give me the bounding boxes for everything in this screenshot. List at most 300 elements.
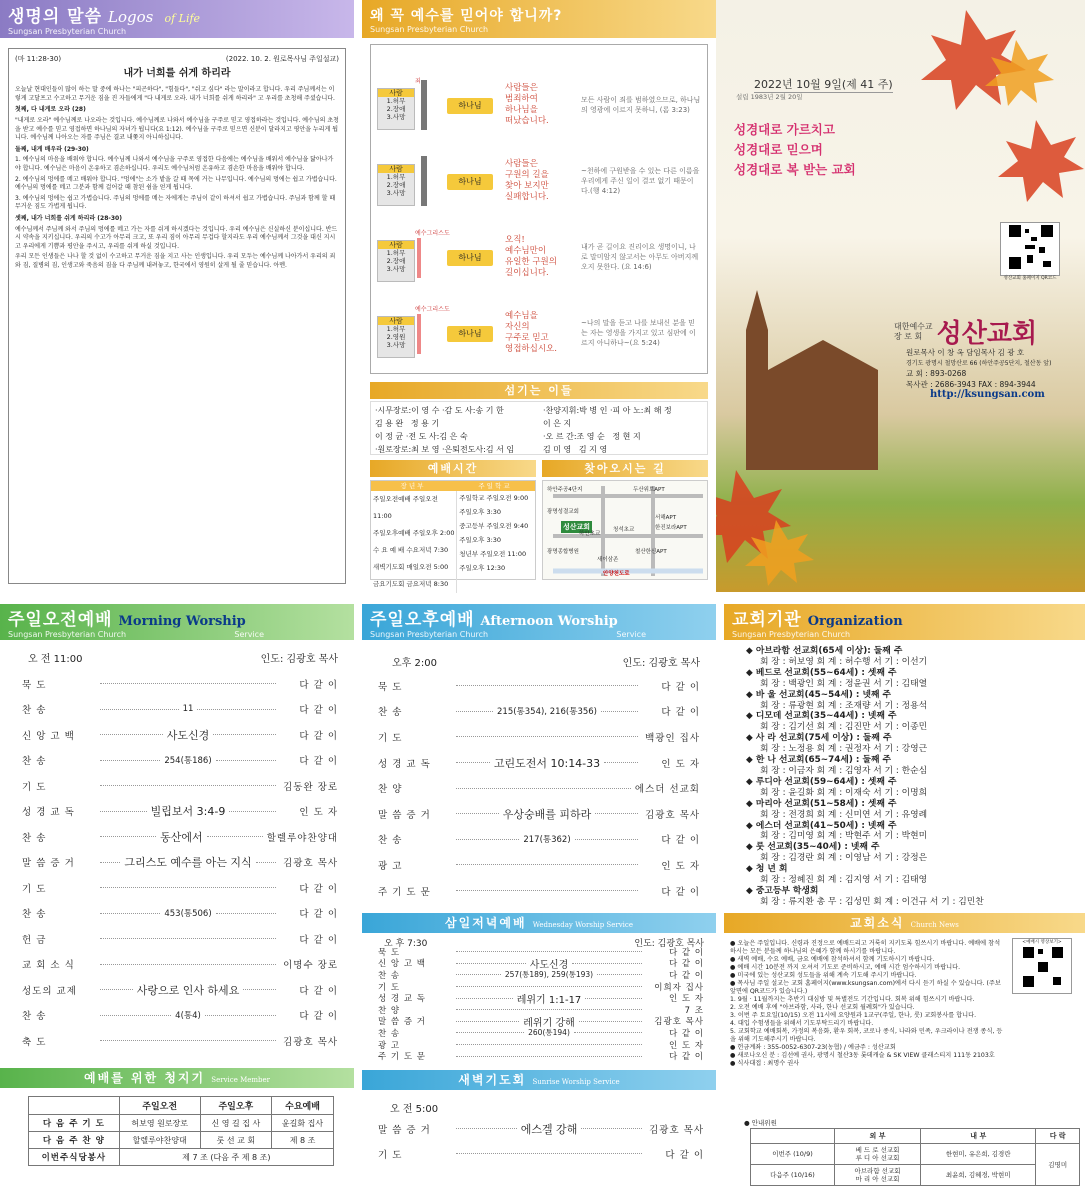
order-row [378,1016,704,1028]
afternoon-panel [362,604,716,1190]
times-box [370,480,536,588]
order-person: 김광호 목사 [645,809,700,821]
times-adult [371,491,456,593]
motto: 성경대로 가르치고 [734,122,835,137]
dotted-leader [197,709,276,710]
news-title: 교회소식 [850,916,905,930]
table-cell: 윤길화 집사 [272,1115,334,1132]
dotted-leader [213,734,276,735]
org-officers: 회 장 : 류지환 총 무 : 김성민 회 계 : 이건규 서 기 : 김민찬 [760,896,984,907]
order-person: 김광호 목사 [283,1036,338,1048]
order-content: 사도신경 [529,959,569,971]
org-officers: 회 장 : 전경희 회 계 : 신미연 서 기 : 유영례 [760,809,928,820]
morning-order [0,665,354,1054]
wed-title: 삼일저녁예배 [445,916,527,930]
order-person: 다 같 이 [299,1011,338,1023]
order-label: 찬 송 [22,1011,47,1023]
order-row [22,850,338,876]
dotted-leader [456,1128,517,1129]
dawn-header [362,1070,716,1090]
step-human-label: 사람 [378,89,414,97]
dotted-leader [100,964,276,965]
dotted-leader [574,1032,642,1033]
step-human-box [377,240,415,282]
cover-tel: 교 회 : 893-0268 [906,369,967,378]
order-row [22,952,338,978]
order-label: 찬 양 [378,1005,401,1016]
order-label: 기 도 [22,883,47,895]
step-note: 모든 사람이 죄를 범하였으므로, 하나님의 영광에 이르지 못하니, (롬 3:23) [581,96,701,114]
times-school [456,491,535,593]
times-adult-header: 장 년 부 [400,482,424,490]
org-group: ◆ 바 울 선교회(45~54세) : 넷째 주 [746,689,892,700]
table-cell: 다 음 주 기 도 [29,1115,120,1132]
morning-leader: 인도: 김광호 목사 [260,654,338,665]
order-person: 다 같 이 [665,1149,704,1161]
table-cell: 이번주식당봉사 [29,1149,120,1166]
step-bridge-label: 죄 [415,78,421,85]
dotted-leader [575,839,638,840]
order-row [378,775,700,801]
order-middle [456,864,638,865]
dotted-leader [100,989,133,990]
order-middle [456,1153,642,1154]
order-label: 광 고 [378,860,403,872]
order-middle [456,991,642,1006]
time-row: 금요기도회 금요저녁 8:30 [373,580,449,588]
order-content: 453(통506) [164,909,212,920]
afternoon-sub: Service [616,630,646,639]
order-label: 신 앙 고 백 [22,730,75,742]
order-label: 찬 송 [22,909,47,921]
step-bridge-label: 예수그리스도 [415,230,450,237]
servants-title: 섬기는 이들 [370,382,708,399]
step-bridge-label: 예수그리스도 [415,306,450,313]
table-cell: 다음주 (10/16) [751,1165,835,1186]
order-person: 다 같 이 [299,705,338,717]
times-school-header: 주 일 학 교 [478,482,510,490]
motto: 성경대로 복 받는 교회 [734,162,856,177]
dotted-leader [100,734,163,735]
order-row [378,992,704,1004]
helpers-col-header [29,1097,120,1115]
why-step [377,295,701,371]
order-label: 성 경 교 독 [378,758,431,770]
step-human-label: 사람 [378,165,414,173]
logos-panel [0,0,354,592]
sermon-para: 1. 예수님의 마음을 배워야 합니다. 예수님께 나와서 예수님을 구주로 영접한 다음에는 예수님을 배워서 예수님을 닮아나가야 합니다. 예수님은 마음이 온유하고 겸손하십니다. 우리도 예수님처럼 온유하고 겸손한 마음을 배워야 합니다. [15,156,334,172]
order-middle [456,705,638,717]
order-middle [100,964,276,965]
order-row [378,1141,704,1166]
org-officers: 회 장 : 김미영 회 계 : 박현주 서 기 : 박현미 [760,831,928,842]
order-label: 성 경 교 독 [22,807,75,819]
why-steps [370,44,708,374]
cover-url[interactable]: http://ksungsan.com [930,389,1045,400]
order-middle [456,1009,642,1010]
serve-label: ● 안내위원 [744,1119,777,1127]
news-item: ● 헌금계좌 : 355-0052-6307-23(농협) / 예금주 : 성산교회 [730,1044,896,1051]
org-group: ◆ 디모데 선교회(35~44세) : 넷째 주 [746,711,897,722]
dotted-leader [100,760,160,761]
cover-founded: 설립 1983년 2월 20일 [736,93,803,101]
step-note: ~천하에 구원받을 수 있는 다른 이름을 우리에게 주신 일이 결코 없기 때문이다.(행 4:12) [581,167,700,195]
dotted-leader [243,989,276,990]
step-list: 1.허무 2.장애 3.사망 [386,249,406,273]
dotted-leader [100,709,179,710]
news-item: ● 오늘은 주일입니다. 신령과 진정으로 예배드리고 거룩히 지키도록 힘쓰시기 바랍니다. 예배에 참석하시는 모든 분들께 하나님의 은혜가 함께 하시기를 바랍니다. [730,940,1001,955]
map-label: 하안주공4단지 [547,487,583,493]
order-label: 찬 송 [378,835,403,847]
news-item: ● 새로나오신 분 : 김선예 권사, 광명시 철산3동 롯데캐슬 & SK VIEW 클래스티지 111동 2103호 [730,1052,995,1059]
dotted-leader [456,864,638,865]
order-middle [100,829,263,845]
order-middle [456,951,642,952]
dotted-leader [100,1040,276,1041]
sermon-para: 2. 예수님의 멍에를 메고 배워야 합니다. "멍에"는 소가 밭을 갈 때 목에 거는 나무입니다. 예수님의 멍에는 쉽고 가볍습니다. 예수님의 멍에를 메고 그분과 함께 걸어갈 때 참된 쉼을 얻게 됩니다. [15,175,337,192]
afternoon-leader: 인도: 김광호 목사 [622,658,700,669]
servants-col: ·시무장로:이 영 수 ·감 도 사:송 기 한 김 용 완 정 용 기 이 정 균 ·전 도 사:김 은 숙 ·원로장로:최 보 영 ·은퇴전도사:김 서 임 [375,406,515,454]
order-row [22,748,338,774]
map-labels [543,481,709,581]
order-label: 신 앙 고 백 [378,959,426,970]
sermon-title: 내가 너희를 쉬게 하리라 [123,67,231,79]
order-label: 성 경 교 독 [378,994,426,1005]
morning-title: 주일오전예배 [8,610,113,630]
times-title: 예배시간 [370,460,536,477]
dotted-leader [595,813,638,814]
dawn-order [378,1116,704,1166]
wed-en: Wednesday Worship Service [532,921,633,929]
step-gap-icon [421,156,427,206]
org-group: ◆ 마리아 선교회(51~58세) : 셋째 주 [746,798,897,809]
time-row: 새벽기도회 매일오전 5:00 [373,563,449,571]
order-row [378,827,700,853]
cover-panel [716,0,1085,592]
order-middle [100,982,276,998]
dotted-leader [585,998,642,999]
wed-time: 오 후 7:30 [384,939,428,949]
why-step [377,67,701,143]
order-middle [456,736,638,737]
order-label: 찬 송 [378,970,401,981]
dotted-leader [100,1015,171,1016]
order-person: 인 도 자 [299,807,338,819]
org-list [724,640,1085,908]
order-middle [100,938,276,939]
time-row: 중고등부 주일오전 9:40 [459,522,529,530]
order-content: 그리스도 예수를 아는 지식 [124,856,252,870]
helpers-col-header: 주일오전 [119,1097,200,1115]
cover-address: 경기도 광명시 철망산로 66 (하안주공5단지, 철산동 앞) [906,359,1052,367]
step-human-box [377,88,415,130]
dotted-leader [581,1128,642,1129]
dotted-leader [207,836,263,837]
order-label: 주 기 도 문 [378,886,431,898]
order-middle [100,1040,276,1041]
map-label: 청석초교 [613,527,635,533]
org-church: Sungsan Presbyterian Church [732,630,851,639]
why-church: Sungsan Presbyterian Church [370,24,489,34]
order-row [378,852,700,878]
order-person: 인 도 자 [668,1040,704,1051]
order-label: 묵 도 [22,679,47,691]
order-label: 광 고 [378,1040,401,1051]
morning-time: 오 전 11:00 [28,654,83,665]
dotted-leader [100,913,160,914]
order-content: 사도신경 [166,728,210,742]
time-row: 수 요 예 배 수요저녁 7:30 [373,546,449,554]
step-text: 사람들은 범죄하여 하나님을 떠났습니다. [505,83,549,126]
order-middle [100,803,276,819]
cover-date: 2022년 10월 9일(제 41 주) [754,78,893,91]
order-middle [100,907,276,919]
table-cell: 최윤희, 김혜경, 박현미 [921,1165,1036,1186]
logos-church: Sungsan Presbyterian Church [8,27,127,36]
order-person: 다 같 이 [299,934,338,946]
order-label: 기 도 [378,1149,403,1161]
order-person: 다 같 이 [299,985,338,997]
order-middle [100,887,276,888]
dotted-leader [216,913,276,914]
dotted-leader [256,862,276,863]
order-person: 인 도 자 [661,758,700,770]
order-middle [100,683,276,684]
order-middle [100,704,276,714]
dotted-leader [456,736,638,737]
time-row: 주일오후 3:30 [459,508,502,516]
order-row [22,824,338,850]
logos-title: 생명의 말씀 [8,7,103,27]
order-person: 김광호 목사 [649,1124,704,1136]
org-officers: 회 장 : 김경란 회 계 : 이영남 서 기 : 강정은 [760,853,928,864]
dotted-leader [100,811,147,812]
sermon-para: 우리 모든 인생들은 나나 할 것 없이 수고하고 무거운 짐을 지고 사는 인생입니다. 우리 모두는 예수님께 나아가서 우리의 죄와 짐, 질병의 짐, 인생고와 죽음의 짐을 다 주님께 내려놓고, 한국에서 영원히 살게 될 줄 믿습니다. 아멘. [15,253,336,269]
why-step [377,143,701,219]
helpers-en: Service Member [211,1076,270,1084]
step-figure [377,304,499,362]
qr-caption: 성산교회 홈페이지 QR코드 [1003,276,1057,281]
why-title: 왜 꼭 예수를 믿어야 합니까? [370,7,563,24]
step-text: 오직! 예수님만이 유일한 구원의 길이십니다. [505,235,557,278]
org-officers: 회 장 : 허보영 회 계 : 허수행 서 기 : 이선기 [760,656,928,667]
order-content: 215(통354), 216(통356) [497,707,597,718]
sermon-heading: 첫째, 다 내게로 오라 (28) [15,106,86,114]
order-label: 찬 송 [22,705,47,717]
order-content: 217(통362) [523,835,571,846]
wed-order [378,946,704,1062]
org-group: ◆ 루디아 선교회(59~64세) : 셋째 주 [746,776,897,787]
step-god-box: 하나님 [447,174,493,190]
table-cell: 이번주 (10/9) [751,1144,835,1165]
cover-info [906,348,1082,401]
map-label: 안양천도로 [603,571,630,577]
order-label: 주 기 도 문 [378,1052,426,1063]
dotted-leader [456,998,513,999]
order-content: 254(통186) [164,756,212,767]
order-person: 에스더 선교회 [634,784,700,796]
step-gap-icon [421,80,427,130]
dotted-leader [579,1021,642,1022]
dotted-leader [456,974,501,975]
order-content: 레위기 1:1-17 [516,994,582,1006]
order-person: 다 같 이 [661,835,700,847]
order-content: 동산에서 [160,830,203,844]
news-item: 4. 대입 수험생들을 위해서 기도부탁드리기 바랍니다. [730,1020,874,1027]
dotted-leader [100,938,276,939]
time-row: 주일학교 주일오전 9:00 [459,494,529,502]
afternoon-en: Afternoon Worship [480,614,618,629]
order-person: 이명수 장로 [283,960,338,972]
order-person: 김광호 목사 [654,1017,704,1028]
order-middle [456,1044,642,1045]
time-row: 주일오후 3:30 [459,536,502,544]
order-row [22,671,338,697]
table-cell: 룻 선 교 회 [200,1132,271,1149]
step-list: 1.허무 2.장애 3.사망 [386,97,406,121]
cover-name: 성산교회 [936,319,1038,349]
order-person: 다 같 이 [299,679,338,691]
order-middle [100,727,276,743]
step-god-box: 하나님 [447,250,493,266]
org-officers: 회 장 : 이금자 회 계 : 김영자 서 기 : 한순심 [760,765,928,776]
order-row [22,799,338,825]
table-cell: 허보영 원로장로 [119,1115,200,1132]
dotted-leader [601,711,638,712]
order-row [22,977,338,1003]
order-row [22,1003,338,1029]
dotted-leader [216,760,276,761]
order-person: 인 도 자 [668,994,704,1005]
order-middle [456,833,638,845]
news-header [724,913,1085,933]
table-cell: 베 드 로 선교회 루 디 아 선교회 [835,1144,921,1165]
table-row [751,1144,1080,1165]
step-list: 1.허무 2.영원 3.사망 [386,325,406,349]
dotted-leader [456,1044,642,1045]
serve-col-header: 내 부 [921,1129,1036,1144]
cover-mottos [734,120,856,180]
motto: 성경대로 믿으며 [734,142,823,157]
order-person: 백광인 집사 [645,732,700,744]
org-group: ◆ 한 나 선교회(65~74세) : 둘째 주 [746,755,892,766]
order-person: 다 같 이 [668,1028,704,1039]
order-middle [456,890,638,891]
order-content: 11 [182,704,194,715]
map-label: 성산교회 [563,523,591,531]
step-human-label: 사람 [378,241,414,249]
time-row: 주일오후 12:30 [459,564,506,572]
dawn-title: 새벽기도회 [458,1073,527,1087]
serve-table [750,1128,1080,1186]
video-qr-icon[interactable] [1012,938,1072,994]
table-cell: 제 7 조 (다음 주 제 8 조) [119,1149,333,1166]
dotted-leader [572,963,642,964]
order-content: 260(통194) [528,1028,570,1038]
news-item: 3. 이번 주 토요일(10/15) 오전 11시에 요양원과 1교구(주일, 한나, 룻) 교회봉사를 합니다. [730,1012,977,1019]
order-person: 다 같 이 [299,730,338,742]
cover-tel: 목사관 : 2686-3943 FAX : 894-3944 [906,379,1036,389]
time-row: 주일오후예배 주일오후 2:00 [373,529,455,537]
order-content: 우상숭배를 피하라 [502,807,592,821]
order-person: 7 조 [684,1005,704,1016]
video-qr-caption: <예배시 영상보기> [1022,940,1062,945]
order-row [22,875,338,901]
order-row [378,878,700,904]
dotted-leader [597,974,642,975]
table-cell: 김명미 [1036,1144,1080,1186]
org-group: ◆ 사 라 선교회(75세 이상) : 둘째 주 [746,733,892,744]
morning-sub: Service [234,630,264,639]
org-group: ◆ 룻 선교회(35~40세) : 넷째 주 [746,842,880,853]
org-en: Organization [807,614,903,629]
table-row [29,1149,334,1166]
qr-code-icon[interactable] [1000,222,1060,281]
cover-pastors: 원로목사 이 창 옥 담임목사 김 광 호 [906,348,1025,357]
order-row [378,969,704,981]
step-note: ~나의 말을 듣고 나를 보내신 분을 믿는 자는 영생을 가지고 있고 심판에 이르지 아니하나~(요 5:24) [581,319,696,347]
order-middle [100,754,276,766]
sermon-box [8,48,346,584]
cover-church-name [894,313,1037,350]
map-label: 서해APT [655,515,677,521]
news-list [724,936,1010,1072]
news-item: 1. 9월 · 11월까지는 추반기 대심방 및 특별전도 기간입니다. 회복 위해 힘쓰시기 바랍니다. [730,996,975,1003]
morning-header: 주일오전예배 Morning Worship Sungsan Presbyterian Church Service [0,604,354,640]
order-label: 말 씀 증 거 [378,1124,431,1136]
qr-pattern-icon [1009,225,1053,269]
order-person: 다 같 이 [299,909,338,921]
order-row [378,1116,704,1141]
dotted-leader [456,685,638,686]
wed-leader: 인도: 김광호 목사 [634,939,704,949]
order-row [378,1039,704,1051]
dotted-leader [456,1009,642,1010]
order-middle [456,969,642,980]
news-en: Church News [910,921,959,929]
org-officers: 회 장 : 김기선 회 계 : 김진만 서 기 : 이종민 [760,722,928,733]
time-row: 청년부 주일오전 11:00 [459,550,527,558]
afternoon-order [362,669,716,903]
dotted-leader [456,986,642,987]
order-content: 고린도전서 10:14-33 [493,756,601,770]
logos-en-title: Logos [108,8,154,26]
order-label: 찬 송 [22,756,47,768]
logos-en-subtitle: of Life [164,12,201,25]
afternoon-title: 주일오후예배 [370,610,475,630]
order-person: 김광호 목사 [283,858,338,870]
sermon-para: "내게로 오라" 예수님께로 나오라는 것입니다. 예수님께로 나와서 예수님을 구주로 믿고 영접하라는 것입니다. 예수님의 초청을 받고 예수를 믿고 영접하면 하나님의 자녀가 됩니다(요 1:12). 예수님을 구주로 믿으면 신분이 달라지고 평안을 누리게 됩니다. 예수님께 나아오는 자를 주님은 결코 내쫓지 아니하십니다. [15,116,339,142]
news-item: 5. 교회학교 예배회복, 가정의 복음화, 환우 회복, 코로나 종식, 나라와 민족, 우크라이나 전쟁 종식, 등을 위해 기도해주시기 바랍니다. [730,1028,1003,1043]
order-row [378,1027,704,1039]
org-officers: 회 장 : 백광인 회 계 : 정윤권 서 기 : 김태열 [760,678,928,689]
order-row [22,722,338,748]
news-item: ● 예배 시간 10분전 까지 오셔서 기도로 준비하시고, 예배 시간 엄수하시기 바랍니다. [730,964,961,971]
afternoon-header: 주일오후예배 Afternoon Worship Sungsan Presbyterian Church Service [362,604,716,640]
dotted-leader [456,1153,642,1154]
servants-box [370,401,708,455]
map-label: 철산한신APT [635,549,667,555]
helpers-col-header: 수요예배 [272,1097,334,1115]
table-cell: 신 영 길 집 사 [200,1115,271,1132]
helpers-header [0,1068,354,1088]
order-row [22,926,338,952]
dotted-leader [456,813,499,814]
dawn-en: Sunrise Worship Service [532,1078,620,1086]
org-officers: 회 장 : 정혜진 회 계 : 김지영 서 기 : 김태영 [760,875,928,886]
order-label: 찬 양 [378,784,403,796]
order-label: 말 씀 증 거 [378,1017,426,1028]
